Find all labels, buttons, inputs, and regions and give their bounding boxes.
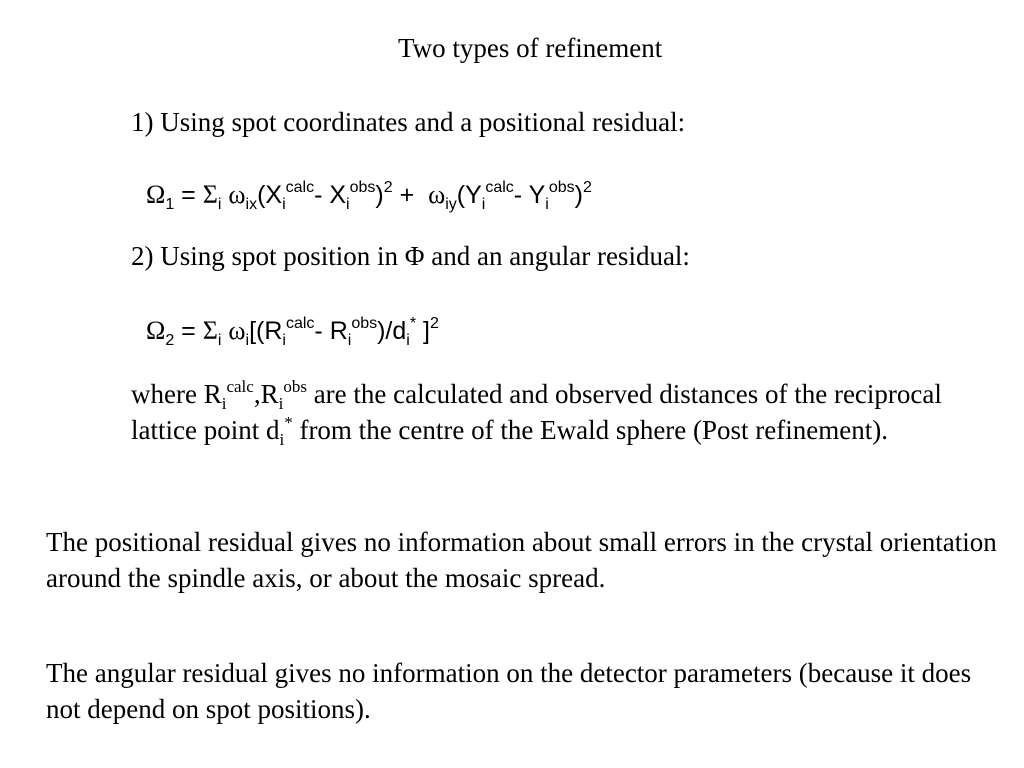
weight-symbol: ω — [228, 316, 246, 345]
formula-text: = — [174, 317, 203, 345]
refinement-type-2-heading — [131, 241, 690, 272]
formula-subscript: i — [245, 332, 250, 349]
formula-subscript: 1 — [165, 196, 175, 213]
formula-subscript: i — [481, 196, 486, 213]
formula-text: - R — [314, 317, 348, 345]
formula-subscript: i — [217, 332, 222, 349]
formula-superscript: 2 — [430, 315, 439, 332]
refinement-type-1-heading: 1) Using spot coordinates and a positional residual: — [131, 107, 686, 137]
positional-residual-note: The positional residual gives no information about small errors in the crystal orientation around the spindle axis, or about the mosaic spread. — [46, 527, 997, 593]
formula-subscript: i — [346, 196, 350, 213]
slide-title: Two types of refinement — [398, 33, 663, 63]
formula-subscript: i — [545, 196, 549, 213]
formula-text: ] — [416, 317, 430, 345]
sigma-symbol: Σ — [202, 316, 218, 345]
formula-subscript: ix — [245, 196, 258, 213]
formula-text: (X — [257, 181, 283, 209]
text-subscript: i — [278, 394, 284, 413]
phi-symbol: Φ — [404, 241, 425, 271]
weight-symbol: ω — [228, 180, 246, 209]
formula-text: + — [392, 181, 429, 209]
text-subscript: i — [279, 430, 285, 449]
formula-text: - Y — [513, 181, 546, 209]
formula-text: )/d — [377, 317, 407, 345]
text-superscript: obs — [283, 377, 307, 396]
formula-text: - X — [314, 181, 347, 209]
text-superscript: * — [284, 413, 293, 432]
formula-text: ) — [574, 181, 583, 209]
heading-text: 2) Using spot position in — [131, 241, 405, 271]
paragraph-text: from the centre of the Ewald sphere (Post refinement). — [292, 415, 888, 445]
formula-superscript: 2 — [383, 179, 393, 196]
formula-subscript: i — [282, 332, 286, 349]
formula-superscript: obs — [351, 315, 378, 332]
formula-text: (Y — [456, 181, 482, 209]
weight-symbol: ω — [428, 180, 446, 209]
omega-symbol: Ω — [146, 180, 166, 209]
heading-text: and an angular residual: — [424, 241, 690, 271]
paragraph-text: are the calculated and observed distances of the reciprocal lattice point d — [131, 379, 942, 445]
formula-superscript: * — [409, 315, 417, 332]
sigma-symbol: Σ — [202, 180, 218, 209]
formula-superscript: obs — [349, 179, 376, 196]
positional-residual-formula — [146, 179, 592, 213]
paragraph-text: ,R — [253, 379, 279, 409]
text-superscript: calc — [226, 377, 254, 396]
formula-superscript: calc — [285, 315, 315, 332]
variable-definition-paragraph — [131, 376, 1011, 448]
angular-residual-note: The angular residual gives no information on the detector parameters (because it does not depend on spot positions). — [46, 658, 972, 724]
formula-text: [(R — [249, 317, 283, 345]
formula-subscript: i — [406, 332, 410, 349]
formula-subscript: 2 — [165, 332, 175, 349]
formula-superscript: calc — [285, 179, 315, 196]
text-subscript: i — [221, 394, 227, 413]
formula-subscript: i — [217, 196, 222, 213]
angular-residual-formula — [146, 315, 439, 349]
formula-text: ) — [375, 181, 384, 209]
formula-superscript: calc — [485, 179, 514, 196]
formula-subscript: i — [347, 332, 352, 349]
formula-subscript: iy — [445, 196, 457, 213]
formula-superscript: 2 — [582, 179, 592, 196]
formula-text: = — [174, 181, 203, 209]
formula-superscript: obs — [548, 179, 575, 196]
formula-subscript: i — [282, 196, 286, 213]
omega-symbol: Ω — [146, 316, 166, 345]
paragraph-text: where R — [131, 379, 222, 409]
